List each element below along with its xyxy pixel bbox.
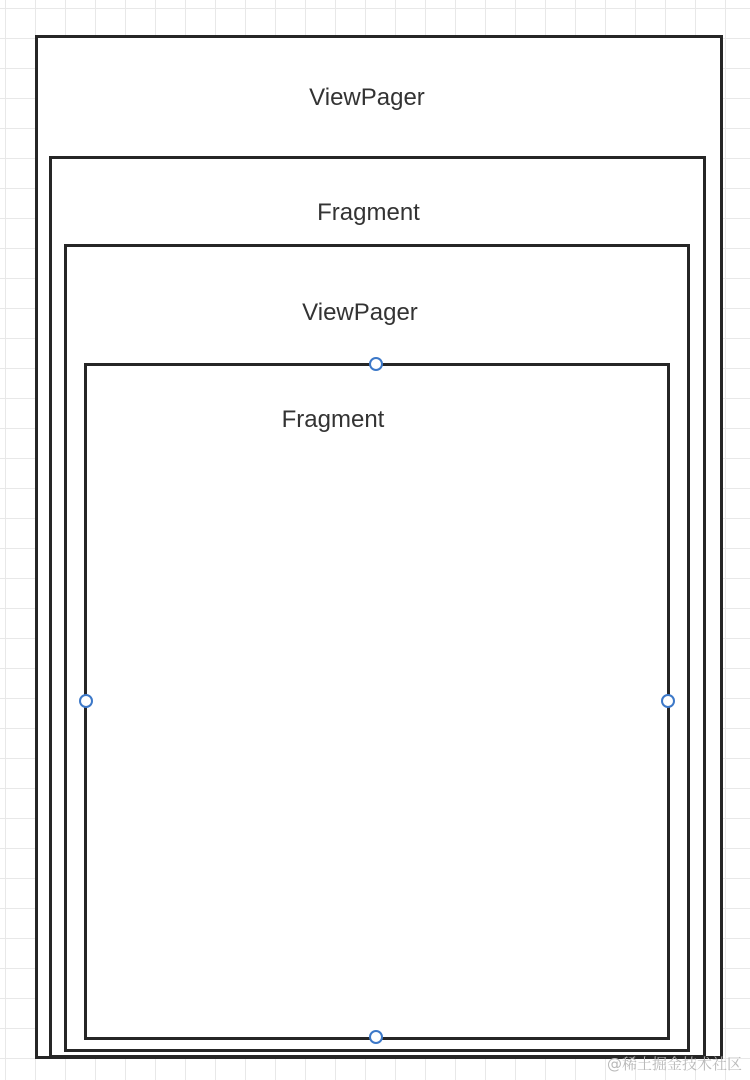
inner-fragment-box[interactable] [84, 363, 670, 1040]
outer-viewpager-label: ViewPager [309, 84, 425, 111]
inner-fragment-label: Fragment [281, 406, 385, 433]
resize-handle-top-icon[interactable] [369, 357, 383, 371]
resize-handle-left-icon[interactable] [79, 694, 93, 708]
resize-handle-bottom-icon[interactable] [369, 1030, 383, 1044]
outer-fragment-label: Fragment [317, 199, 420, 226]
resize-handle-right-icon[interactable] [661, 694, 675, 708]
watermark: @稀土掘金技术社区 [606, 1055, 742, 1073]
inner-viewpager-label: ViewPager [302, 299, 418, 326]
